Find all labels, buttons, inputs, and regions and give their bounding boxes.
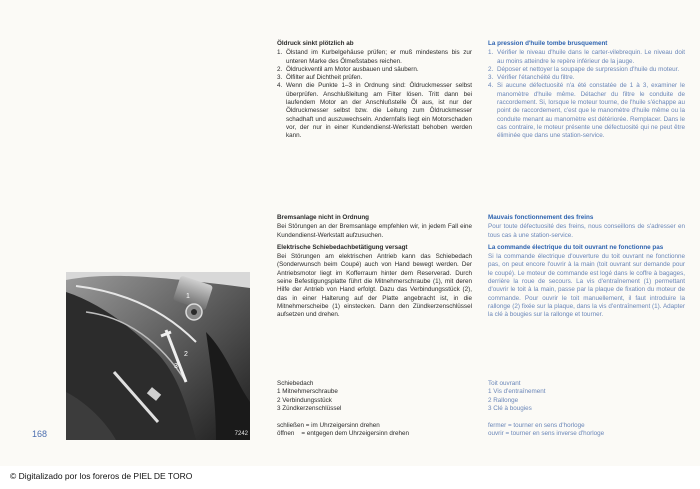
fr-legend <box>488 380 688 439</box>
list-item: 4. Wenn die Punkte 1–3 in Ordnung sind: Öldruckmesser selbst überprüfen. Anschlußleitung am Filter lösen. Tritt dann bei laufendem Motor an der Anschlußstelle Öl aus, ist nur der Öldruckmesser selbst bzw. die Leitung zum Öldruckmesser schadhaft und auszuwechseln. Andernfalls liegt ein Motorschaden vor, der nur in einer Kundendienst-Werkstatt behoben werden kann. <box>277 82 472 140</box>
fr-sunroof-heading: La commande électrique du toit ouvrant ne fonctionne pas <box>488 243 664 251</box>
de-sunroof-text: Bei Störungen am elektrischen Antrieb kann das Schiebedach (Sonderwunsch beim Coupé) auch von Hand bewegt werden. Der Antriebsmotor liegt im Kofferraum hinter dem Reserverad. Durch seine Befestigungsplatte führt die Mitnehmerschraube (1), mit deren Hilfe der Antrieb von Hand erfolgt. Dazu das Verbindungsstück (2), das in einer Halterung auf der Platte angebracht ist, in die Mitnehmerscheibe (1) einstecken. Dann den Zündkerzenschlüssel aufsetzen und drehen. <box>277 253 472 319</box>
list-item: 1. Ölstand im Kurbelgehäuse prüfen; er muß mindestens bis zur unteren Marke des Ölmeßstabes reichen. <box>277 49 472 65</box>
list-item: 4. Si aucune défectuosité n'a été constatée de 1 à 3, examiner le manomètre d'huile même. Détacher du filtre le conduite de raccordement. Si, lorsque le moteur tourne, de l'huile s'échappe au point de raccordement, c'est que le manomètre d'huile même ou la conduite menant au manomètre est détériorée. Remplacer. Dans le cas contraire, le moteur présente une défectuosité qui ne peut être éliminée que dans une station-service. <box>488 82 685 140</box>
list-item: 1. Vérifier le niveau d'huile dans le carter-vilebrequin. Le niveau doit au moins atteindre le repère inférieur de la jauge. <box>488 49 685 65</box>
de-brakes-heading: Bremsanlage nicht in Ordnung <box>277 214 370 221</box>
de-oil-list <box>277 49 472 140</box>
german-column <box>277 40 472 141</box>
fr-legend-close: fermer = tourner en sens d'horloge <box>488 422 585 430</box>
fr-brakes-heading: Mauvais fonctionnement des freins <box>488 214 594 221</box>
fr-oil-list <box>488 49 685 140</box>
fr-legend-item: 1 Vis d'entraînement <box>488 388 546 396</box>
de-legend <box>277 380 477 439</box>
photo-callout: 3 <box>174 363 178 370</box>
de-legend-item: 1 Mitnehmerschraube <box>277 388 338 396</box>
fr-brakes-text: Pour toute défectuosité des freins, nous conseillons de s'adresser en tous cas à une station-service. <box>488 223 685 239</box>
de-brakes-section <box>277 214 472 320</box>
photo-illustration <box>66 272 250 440</box>
de-brakes-text: Bei Störungen an der Bremsanlage empfehlen wir, in jedem Fall eine Kundendienst-Werkstatt aufzusuchen. <box>277 223 472 239</box>
list-item: 3. Ölfilter auf Dichtheit prüfen. <box>277 74 363 82</box>
fr-legend-title: Toit ouvrant <box>488 380 521 387</box>
fr-legend-item: 2 Rallonge <box>488 396 519 404</box>
list-item: 2. Öldruckventil am Motor ausbauen und säubern. <box>277 65 419 73</box>
de-oil-heading: Öldruck sinkt plötzlich ab <box>277 40 354 47</box>
photo-callout: 1 <box>186 293 190 300</box>
sunroof-motor-photo <box>66 272 250 440</box>
photo-code: 7242 <box>234 431 248 437</box>
page-number: 168 <box>32 429 48 439</box>
french-column <box>488 40 685 141</box>
de-legend-item: 3 Zündkerzenschlüssel <box>277 404 342 412</box>
fr-sunroof-text: Si la commande électrique d'ouverture du toit ouvrant ne fonctionne pas, on peut encore l'ouvrir à la main (toit ouvrant sur demande pour le coupé). Le moteur de commande est logé dans le coffre à bagages, derrière la roue de secours. La vis d'entraînement (1) permettant d'ouvrir le toit à la main, passe par la plaque de fixation du moteur de commande. Pour ouvrir le toit manuellement, il faut introduire la rallonge (2) fixée sur la plaque, dans la vis d'entraînement (1). Adapter la clé à bougies sur la rallonge et tourner. <box>488 253 685 319</box>
fr-legend-open: ouvrir = tourner en sens inverse d'horloge <box>488 430 605 438</box>
fr-oil-heading: La pression d'huile tombe brusquement <box>488 40 608 47</box>
de-legend-open: öffnen = entgegen dem Uhrzeigersinn drehen <box>277 430 410 438</box>
de-legend-item: 2 Verbindungsstück <box>277 396 332 404</box>
list-item: 3. Vérifier l'étanchéité du filtre. <box>488 74 575 82</box>
de-legend-close: schließen = im Uhrzeigersinn drehen <box>277 422 380 430</box>
photo-callout: 2 <box>184 351 188 358</box>
footer-credit: © Digitalizado por los foreros de PIEL DE TORO <box>10 471 193 481</box>
de-legend-title: Schiebedach <box>277 380 314 387</box>
fr-brakes-section <box>488 214 685 320</box>
fr-legend-item: 3 Clé à bougies <box>488 404 532 412</box>
list-item: 2. Déposer et nettoyer la soupape de surpression d'huile du moteur. <box>488 65 680 73</box>
de-sunroof-heading: Elektrische Schiebedachbetätigung versagt <box>277 243 408 251</box>
